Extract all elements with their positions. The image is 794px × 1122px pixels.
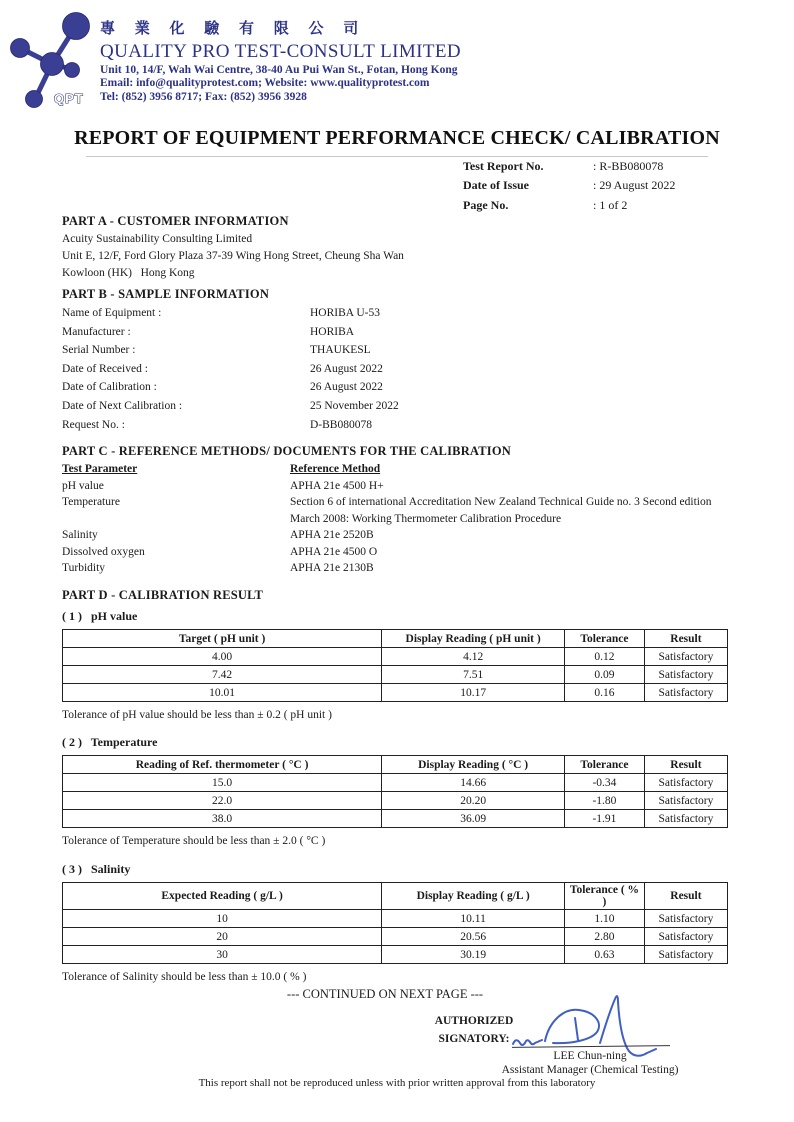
sample-info-value: D-BB080078 — [310, 418, 372, 431]
table-row — [63, 648, 728, 666]
temperature-tolerance-note: Tolerance of Temperature should be less than ± 2.0 ( °C ) — [62, 835, 326, 847]
ph-section-label: ( 1 ) pH value — [62, 609, 138, 623]
report-info-label: Page No. — [463, 197, 509, 212]
cell-display-reading: 7.51 — [382, 666, 565, 684]
cell-tolerance: 0.09 — [565, 666, 645, 684]
cell-result: Satisfactory — [644, 946, 727, 964]
cell-tolerance: 2.80 — [565, 928, 645, 946]
table-row — [63, 946, 728, 964]
cell-display-reading: 20.20 — [382, 792, 565, 810]
reference-method: APHA 21e 4500 O — [290, 545, 378, 558]
sample-info-value: THAUKESL — [310, 344, 371, 357]
company-address: Unit 10, 14/F, Wah Wai Centre, 38-40 Au Pui Wan St., Fotan, Hong Kong — [100, 64, 458, 76]
reference-method: APHA 21e 2520B — [290, 529, 374, 541]
col-header-result: Result — [644, 883, 727, 910]
test-parameter: pH value — [62, 479, 104, 492]
cell-tolerance: 1.10 — [565, 910, 645, 928]
col-header-expected: Expected Reading ( g/L ) — [63, 883, 382, 910]
sample-info-value: 26 August 2022 — [310, 362, 383, 375]
continued-on-next-page: --- CONTINUED ON NEXT PAGE --- — [286, 987, 484, 1001]
part-d-heading: PART D - CALIBRATION RESULT — [62, 588, 264, 602]
customer-info-line: Kowloon (HK) Hong Kong — [62, 267, 195, 279]
table-row — [63, 928, 728, 946]
reference-method-row — [62, 544, 730, 561]
sample-info-label: Date of Received : — [62, 362, 148, 375]
part-a-heading: PART A - CUSTOMER INFORMATION — [62, 214, 289, 228]
sample-info-label: Date of Next Calibration : — [62, 399, 183, 412]
table-body — [63, 648, 728, 702]
temperature-section-label: ( 2 ) Temperature — [62, 735, 158, 749]
signatory-name: LEE Chun-ning — [553, 1050, 627, 1062]
test-parameter: Turbidity — [62, 562, 106, 574]
cell-display-reading: 10.17 — [382, 684, 565, 702]
table-row — [63, 810, 728, 828]
cell-tolerance: 0.63 — [565, 946, 645, 964]
cell-display-reading: 4.12 — [382, 648, 565, 666]
table-row — [63, 666, 728, 684]
part-b-heading: PART B - SAMPLE INFORMATION — [62, 287, 270, 301]
customer-info-line: Acuity Sustainability Consulting Limited — [62, 233, 253, 245]
test-parameter: Salinity — [62, 529, 98, 541]
cell-result: Satisfactory — [644, 810, 727, 828]
reference-method-row — [62, 494, 730, 527]
report-info-value: : 29 August 2022 — [593, 178, 676, 193]
test-parameter: Dissolved oxygen — [62, 545, 145, 558]
sample-info-row — [62, 378, 399, 397]
cell-result: Satisfactory — [644, 792, 727, 810]
report-title: REPORT OF EQUIPMENT PERFORMANCE CHECK/ CALIBRATION — [74, 127, 720, 149]
col-header-result: Result — [644, 630, 727, 648]
col-header-display: Display Reading ( °C ) — [382, 756, 565, 774]
ph-value-section — [62, 608, 728, 721]
salinity-tolerance-note: Tolerance of Salinity should be less than ± 10.0 ( % ) — [62, 971, 307, 983]
temperature-section — [62, 734, 728, 847]
ph-value-table — [62, 629, 728, 702]
cell-ref-reading: 15.0 — [63, 774, 382, 792]
sample-info-label: Manufacturer : — [62, 325, 131, 338]
cell-tolerance: -1.91 — [565, 810, 645, 828]
report-info-row — [463, 157, 675, 176]
authorized-label-line1: AUTHORIZED — [434, 1015, 514, 1027]
table-row — [63, 792, 728, 810]
ph-tolerance-note: Tolerance of pH value should be less than ± 0.2 ( pH unit ) — [62, 709, 332, 721]
cell-display-reading: 30.19 — [382, 946, 565, 964]
reference-methods-rows — [62, 478, 730, 577]
cell-target: 7.42 — [63, 666, 382, 684]
col-header-target: Target ( pH unit ) — [63, 630, 382, 648]
cell-result: Satisfactory — [644, 928, 727, 946]
cell-tolerance: -1.80 — [565, 792, 645, 810]
salinity-table — [62, 882, 728, 964]
molecule-logo-icon — [6, 6, 104, 110]
cell-result: Satisfactory — [644, 774, 727, 792]
table-header-row — [63, 630, 728, 648]
cell-result: Satisfactory — [644, 648, 727, 666]
reference-method-row — [62, 527, 730, 544]
reference-method-row — [62, 478, 730, 495]
table-header-row — [63, 756, 728, 774]
cell-tolerance: 0.12 — [565, 648, 645, 666]
report-disclaimer: This report shall not be reproduced unless with prior written approval from this laboratory — [198, 1077, 596, 1089]
sample-info-value: 25 November 2022 — [310, 399, 399, 412]
cell-tolerance: -0.34 — [565, 774, 645, 792]
col-header-ref-thermometer: Reading of Ref. thermometer ( °C ) — [63, 756, 382, 774]
sample-info — [62, 304, 399, 434]
col-header-display: Display Reading ( g/L ) — [382, 883, 565, 910]
test-parameter-header: Test Parameter — [62, 463, 138, 475]
cell-expected-reading: 20 — [63, 928, 382, 946]
report-info-value: : R-BB080078 — [593, 159, 664, 173]
company-tel-fax: Tel: (852) 3956 8717; Fax: (852) 3956 3928 — [100, 90, 307, 103]
sample-info-label: Request No. : — [62, 418, 125, 431]
cell-display-reading: 36.09 — [382, 810, 565, 828]
sample-info-row — [62, 397, 399, 416]
sample-info-label: Date of Calibration : — [62, 381, 157, 394]
reference-methods — [62, 461, 730, 577]
table-row — [63, 910, 728, 928]
cell-expected-reading: 10 — [63, 910, 382, 928]
col-header-display: Display Reading ( pH unit ) — [382, 630, 565, 648]
reference-method: APHA 21e 4500 H+ — [290, 479, 384, 492]
cell-result: Satisfactory — [644, 684, 727, 702]
report-info-row — [463, 176, 675, 195]
cell-target: 4.00 — [63, 648, 382, 666]
cell-target: 10.01 — [63, 684, 382, 702]
customer-info-line: Unit E, 12/F, Ford Glory Plaza 37-39 Wing Hong Street, Cheung Sha Wan — [62, 250, 404, 262]
temperature-table — [62, 755, 728, 828]
cell-ref-reading: 38.0 — [63, 810, 382, 828]
sample-info-row — [62, 360, 399, 379]
sample-info-row — [62, 341, 399, 360]
report-info-value: : 1 of 2 — [593, 197, 628, 212]
reference-method: Section 6 of international Accreditation New Zealand Technical Guide no. 3 Second edition March 2008: Working Thermometer Calibration Procedure — [290, 496, 712, 525]
salinity-section — [62, 861, 728, 983]
reference-method-header: Reference Method — [290, 463, 381, 475]
sample-info-row — [62, 304, 399, 323]
report-info-label: Test Report No. — [463, 159, 544, 173]
salinity-section-label: ( 3 ) Salinity — [62, 862, 131, 876]
cell-tolerance: 0.16 — [565, 684, 645, 702]
table-header-row — [63, 883, 728, 910]
sample-info-row — [62, 416, 399, 435]
table-body — [63, 910, 728, 964]
company-email-website: Email: info@qualityprotest.com; Website: www.qualityprotest.com — [100, 77, 430, 90]
reference-methods-header — [62, 461, 730, 478]
cell-display-reading: 20.56 — [382, 928, 565, 946]
report-info-block — [463, 157, 675, 215]
sample-info-label: Serial Number : — [62, 344, 136, 357]
col-header-tolerance: Tolerance — [565, 630, 645, 648]
col-header-tolerance: Tolerance — [565, 756, 645, 774]
report-info-label: Date of Issue — [463, 178, 529, 193]
cell-display-reading: 10.11 — [382, 910, 565, 928]
col-header-tolerance: Tolerance ( % ) — [565, 883, 645, 910]
table-row — [63, 684, 728, 702]
sample-info-value: 26 August 2022 — [310, 381, 383, 394]
cell-ref-reading: 22.0 — [63, 792, 382, 810]
signatory-title: Assistant Manager (Chemical Testing) — [501, 1064, 679, 1076]
reference-method-row — [62, 560, 730, 577]
company-name-chinese: 專 業 化 驗 有 限 公 司 — [100, 21, 367, 37]
logo-qpt-text: QPT — [54, 91, 84, 106]
customer-info — [62, 231, 404, 282]
report-info-row — [463, 196, 675, 215]
cell-result: Satisfactory — [644, 666, 727, 684]
table-row — [63, 774, 728, 792]
table-body — [63, 774, 728, 828]
test-parameter: Temperature — [62, 496, 120, 508]
reference-method: APHA 21e 2130B — [290, 562, 374, 574]
sample-info-value: HORIBA U-53 — [310, 307, 380, 319]
cell-display-reading: 14.66 — [382, 774, 565, 792]
company-logo — [6, 6, 104, 110]
part-c-heading: PART C - REFERENCE METHODS/ DOCUMENTS FOR THE CALIBRATION — [62, 444, 511, 458]
sample-info-row — [62, 323, 399, 342]
cell-result: Satisfactory — [644, 910, 727, 928]
authorized-label-line2: SIGNATORY: — [438, 1032, 510, 1045]
sample-info-label: Name of Equipment : — [62, 307, 162, 319]
company-name-english: QUALITY PRO TEST-CONSULT LIMITED — [100, 41, 461, 62]
company-header — [100, 20, 461, 104]
col-header-result: Result — [644, 756, 727, 774]
cell-expected-reading: 30 — [63, 946, 382, 964]
sample-info-value: HORIBA — [310, 325, 355, 338]
